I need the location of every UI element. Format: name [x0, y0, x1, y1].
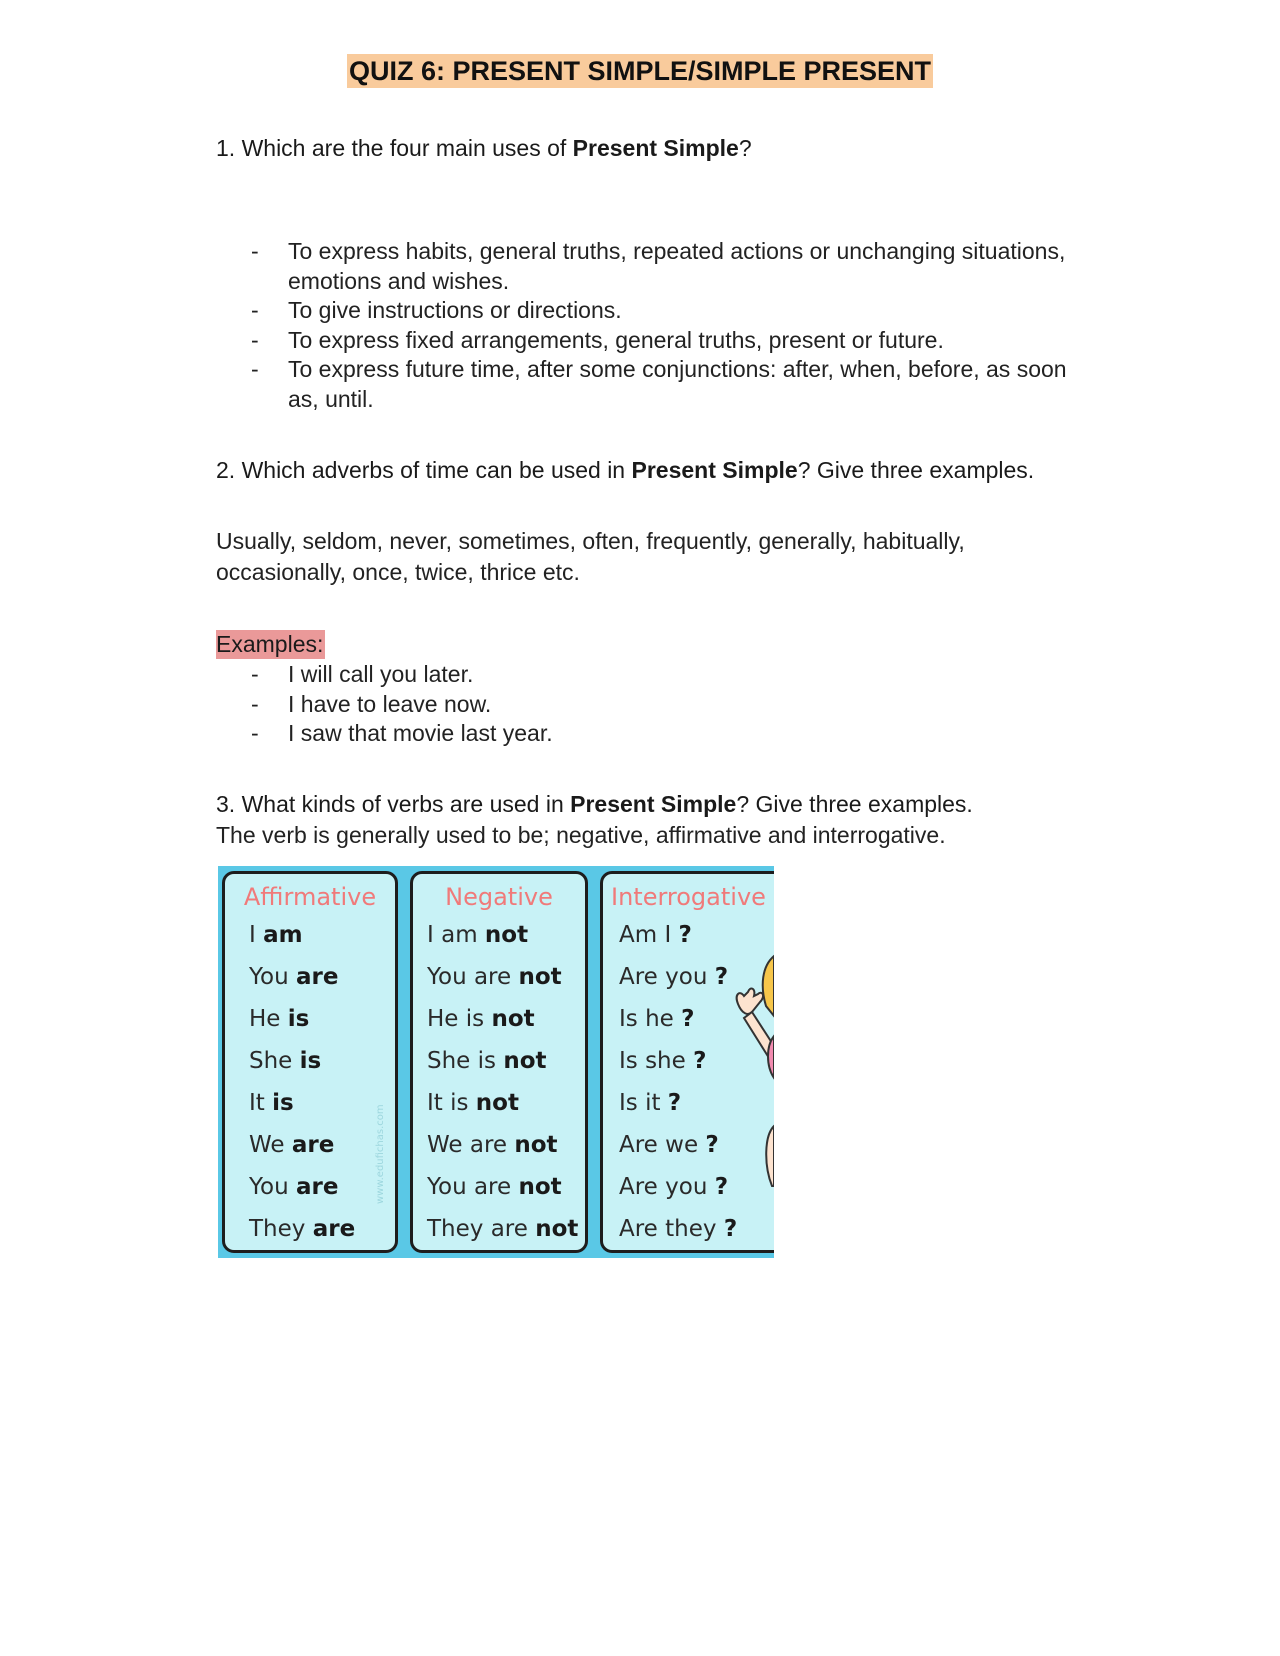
row-subject: They are	[427, 1216, 536, 1242]
bullet-dash: -	[251, 690, 259, 717]
row-verb: ?	[723, 1216, 738, 1242]
watermark: www.edufichas.com	[375, 1104, 386, 1204]
table-row	[427, 1004, 535, 1034]
row-verb: not	[484, 922, 529, 948]
negative-column	[410, 871, 588, 1253]
row-subject: We are	[427, 1132, 515, 1158]
quiz-title: QUIZ 6: PRESENT SIMPLE/SIMPLE PRESENT	[348, 56, 932, 86]
row-subject: You are	[427, 1174, 519, 1200]
row-subject: She is	[427, 1048, 504, 1074]
list-item	[216, 719, 1096, 749]
row-verb: ?	[667, 1090, 682, 1116]
row-subject: You are	[427, 964, 519, 990]
row-verb: not	[514, 1132, 558, 1158]
bullet-dash: -	[251, 297, 259, 323]
interrogative-header: Interrogative	[611, 883, 766, 911]
row-verb: ?	[705, 1132, 719, 1158]
adverbs-answer: Usually, seldom, never, sometimes, often, frequently, generally, habitually, occasionally, once, twice, thrice etc.	[216, 528, 965, 585]
list-item-text: To express future time, after some conjunctions: after, when, before, as soon as, until.	[288, 356, 1067, 412]
table-row	[249, 1130, 334, 1160]
table-row	[427, 1046, 547, 1076]
row-subject: You	[249, 964, 296, 990]
table-row	[249, 1088, 294, 1118]
bullet-dash: -	[251, 326, 259, 353]
question-1-bold: Present Simple	[572, 135, 739, 161]
row-subject: Is he	[619, 1006, 682, 1032]
row-subject: Is it	[619, 1090, 668, 1116]
row-subject: He	[249, 1006, 288, 1032]
table-row	[427, 1214, 578, 1244]
table-row	[619, 1004, 694, 1034]
table-row	[249, 1172, 338, 1202]
bullet-dash: -	[251, 356, 259, 382]
table-row	[619, 962, 728, 992]
table-row	[619, 1130, 719, 1160]
row-subject: He is	[427, 1006, 492, 1032]
conjugation-chart	[218, 866, 774, 1258]
row-subject: Are they	[619, 1216, 724, 1242]
list-item	[216, 237, 1096, 296]
list-item-text: I have to leave now.	[288, 690, 492, 717]
row-verb: is	[272, 1090, 294, 1116]
question-2-end: ? Give three examples.	[797, 457, 1035, 483]
table-row	[619, 1046, 706, 1076]
negative-header: Negative	[445, 883, 553, 911]
row-verb: not	[535, 1216, 579, 1242]
question-3-text: 3. What kinds of verbs are used in	[216, 791, 571, 817]
table-row	[619, 1088, 681, 1118]
row-verb: ?	[693, 1048, 707, 1074]
affirmative-header: Affirmative	[243, 883, 377, 911]
row-verb: not	[518, 964, 562, 990]
row-verb: not	[503, 1048, 547, 1074]
row-verb: not	[518, 1174, 562, 1200]
row-subject: We	[249, 1132, 292, 1158]
row-verb: are	[291, 1132, 335, 1158]
table-row	[619, 1172, 728, 1202]
row-verb: not	[475, 1090, 519, 1116]
girl-hand	[737, 989, 763, 1014]
list-item	[216, 326, 1096, 356]
list-item-text: To express habits, general truths, repeated actions or unchanging situations, emotions and wishes.	[288, 238, 1066, 294]
row-verb: is	[287, 1006, 310, 1032]
list-item	[216, 355, 1096, 414]
table-row	[427, 1130, 558, 1160]
row-subject: Are you	[619, 964, 715, 990]
girl-leg	[766, 1126, 774, 1186]
table-row	[427, 1172, 562, 1202]
bullet-dash: -	[251, 720, 259, 746]
table-row	[249, 1214, 355, 1244]
row-verb: is	[299, 1048, 322, 1074]
row-subject: Are we	[619, 1132, 706, 1158]
row-verb: ?	[678, 922, 692, 948]
row-subject: They	[249, 1216, 313, 1242]
list-item	[216, 690, 1096, 720]
question-3	[216, 789, 973, 819]
row-verb: ?	[681, 1006, 695, 1032]
question-3-answer: The verb is generally used to be; negative, affirmative and interrogative.	[216, 822, 946, 848]
table-row	[427, 920, 528, 950]
girl-hair	[763, 956, 774, 1016]
row-verb: are	[295, 964, 339, 990]
row-verb: not	[491, 1006, 535, 1032]
title-container	[0, 54, 1280, 88]
list-item-text: To give instructions or directions.	[288, 297, 622, 323]
uses-list	[216, 237, 1096, 414]
row-subject: I am	[427, 922, 485, 948]
question-3-bold: Present Simple	[570, 791, 737, 817]
row-subject: It is	[427, 1090, 476, 1116]
list-item-text: I will call you later.	[288, 661, 474, 687]
row-subject: Am I	[619, 922, 679, 948]
table-row	[427, 962, 562, 992]
table-row	[249, 962, 338, 992]
question-2-bold: Present Simple	[631, 457, 798, 483]
table-row	[249, 1004, 309, 1034]
question-3-end: ? Give three examples.	[736, 791, 973, 817]
row-subject: It	[249, 1090, 273, 1116]
list-item	[216, 660, 1096, 690]
table-row	[619, 920, 692, 950]
row-subject: She	[249, 1048, 300, 1074]
table-row	[249, 920, 303, 950]
list-item	[216, 296, 1096, 326]
question-2	[216, 455, 1034, 485]
question-1	[216, 133, 752, 163]
affirmative-column	[222, 871, 398, 1253]
bullet-dash: -	[251, 238, 259, 264]
row-verb: ?	[714, 1174, 729, 1200]
table-row	[249, 1046, 321, 1076]
examples-list	[216, 660, 1096, 749]
row-subject: I	[249, 922, 264, 948]
row-subject: Are you	[619, 1174, 715, 1200]
row-verb: are	[312, 1216, 356, 1242]
question-1-end: ?	[738, 135, 752, 161]
list-item-text: To express fixed arrangements, general truths, present or future.	[288, 326, 944, 353]
examples-label: Examples:	[216, 631, 324, 657]
cartoon-girl-illustration	[714, 866, 774, 1258]
question-1-text: 1. Which are the four main uses of	[216, 135, 573, 161]
question-2-text: 2. Which adverbs of time can be used in	[216, 457, 632, 483]
bullet-dash: -	[251, 661, 259, 687]
list-item-text: I saw that movie last year.	[288, 720, 553, 746]
table-row	[427, 1088, 519, 1118]
row-subject: Is she	[619, 1048, 694, 1074]
row-verb: are	[295, 1174, 339, 1200]
row-verb: am	[263, 922, 303, 948]
row-verb: ?	[714, 964, 729, 990]
row-subject: You	[249, 1174, 296, 1200]
